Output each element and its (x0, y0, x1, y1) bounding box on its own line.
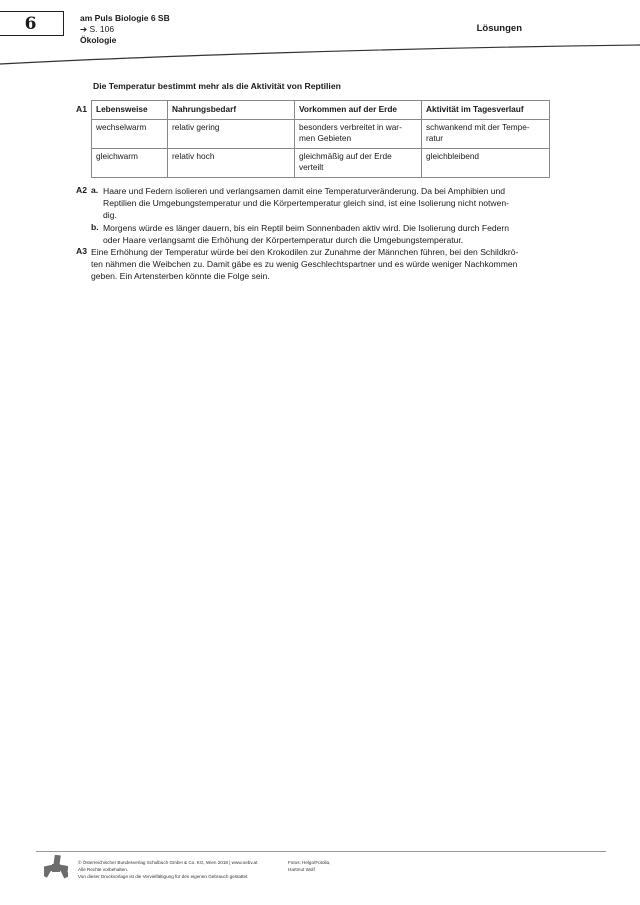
table-cell: besonders verbreitet in war- men Gebieten (295, 119, 422, 148)
answer-a3: Eine Erhöhung der Temperatur würde bei den Krokodilen zur Zunahme der Männchen führen, bei den Schildkrö- ten nähmen die Weibchen zu. Damit gäbe es zu wenig Geschlechtspartner und es würde weniger Nachkommen geben. Ein Artensterben könnte die Folge sein. (91, 247, 519, 282)
page-reference: ➔ S. 106 (80, 24, 115, 34)
task-label-a1: A1 (76, 104, 87, 114)
answer-a2a: Haare und Federn isolieren und verlangsamen damit eine Temperaturveränderung. Da bei Amphibien und Reptilien die Umgebungstemperatur und die Körpertemperatur gleich sind, ist eine Isolierung nicht notwen- dig. (103, 186, 510, 221)
table-cell: gleichmäßig auf der Erde verteilt (295, 148, 422, 177)
table-cell: gleichwarm (92, 148, 168, 177)
footer-photo-credits: Fotos: Helgo/Fotolia, Hartmut Wolf (288, 860, 331, 872)
table-cell: schwankend mit der Tempe- ratur (422, 119, 550, 148)
table-header-row (92, 101, 550, 120)
table-row (92, 148, 550, 177)
task-label-a3: A3 (76, 246, 87, 256)
solution-table (91, 100, 550, 178)
task-label-a2: A2 (76, 185, 87, 195)
publisher-star-logo-icon (44, 855, 68, 881)
table-cell: relativ hoch (168, 148, 295, 177)
table-cell: relativ gering (168, 119, 295, 148)
column-header: Lebensweise (92, 101, 168, 120)
section-title: Lösungen (476, 23, 522, 34)
exercise-title: Die Temperatur bestimmt mehr als die Aktivität von Reptilien (93, 81, 341, 91)
answer-a2b: Morgens würde es länger dauern, bis ein Reptil beim Sonnenbaden aktiv wird. Die Isolierung durch Federn oder Haare verlangsamt die Erhöhung der Körpertemperatur durch die Umgebungstemperatur. (103, 223, 510, 246)
table-cell: wechselwarm (92, 119, 168, 148)
page-number: 6 (24, 13, 37, 34)
chapter-title: Ökologie (80, 35, 117, 45)
column-header: Aktivität im Tagesverlauf (422, 101, 550, 120)
column-header: Nahrungsbedarf (168, 101, 295, 120)
subtask-label-a: a. (91, 185, 99, 195)
column-header: Vorkommen auf der Erde (295, 101, 422, 120)
footer-divider (36, 851, 606, 852)
subtask-label-b: b. (91, 222, 99, 232)
book-title: am Puls Biologie 6 SB (80, 13, 170, 23)
table-row (92, 119, 550, 148)
header-divider-swoosh (0, 0, 640, 70)
table-cell: gleichbleibend (422, 148, 550, 177)
footer-copyright: © Österreichischer Bundesverlag Schulbuch GmbH & Co. KG, Wien 2018 | www.oebv.at Alle Rechte vorbehalten. Von dieser Druckvorlage ist die Vervielfältigung für den eigenen Gebrauch gestattet. (78, 860, 258, 879)
